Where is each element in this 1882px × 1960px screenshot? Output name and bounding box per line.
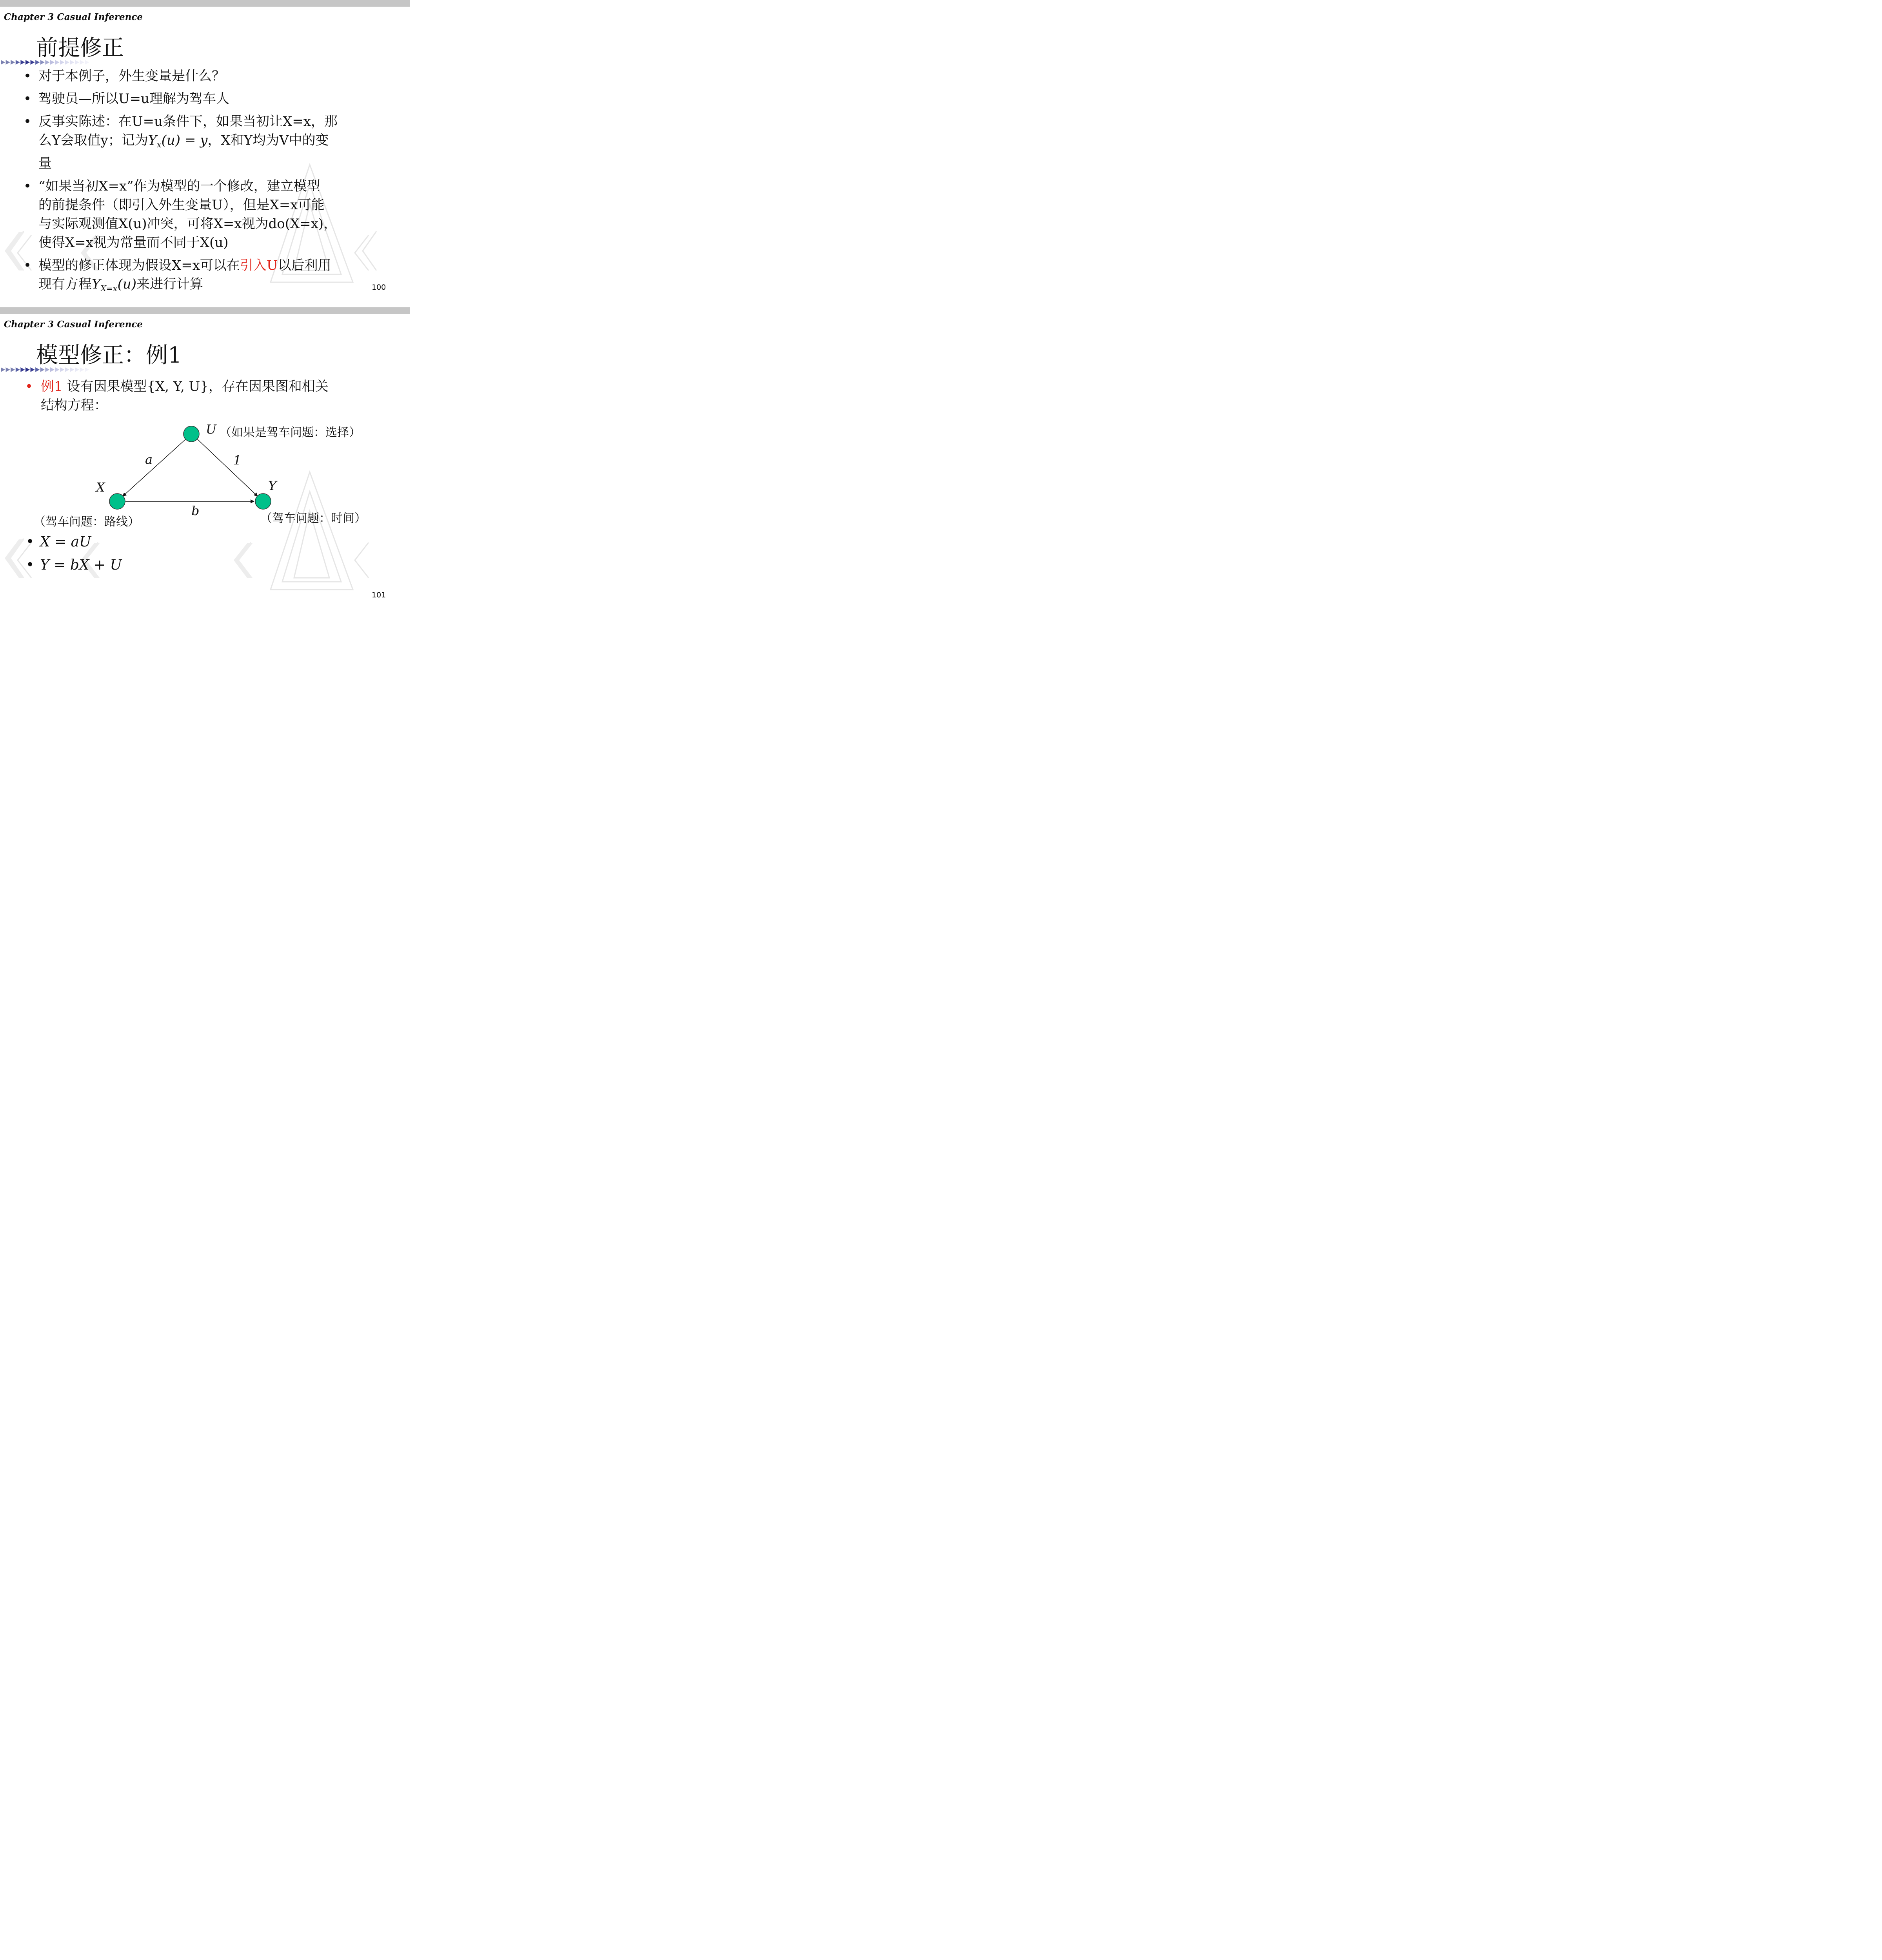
bullet-text-line: 设有因果模型{X, Y, U}，存在因果图和相关 (62, 379, 329, 394)
node-x-note: （驾车问题：路线） (34, 515, 140, 529)
slide2-chapter-header: Chapter 3 Casual Inference (4, 319, 143, 330)
divider-arrow-icon (80, 60, 84, 65)
node-u (183, 426, 199, 442)
node-u-label: U (206, 422, 216, 437)
causal-graph (0, 307, 410, 527)
bullet-text-line: 量 (38, 156, 52, 172)
node-u-note: （如果是驾车问题：选择） (220, 426, 361, 439)
divider-arrow-icon (16, 60, 20, 65)
bullet-text: 驾驶员—所以U=u理解为驾车人 (38, 91, 230, 107)
slide1-bullet-2 (24, 89, 391, 108)
formula-subscript: x (157, 140, 162, 150)
edge-u-to-y (197, 439, 258, 496)
bullet-text-line: 与实际观测值X(u)冲突，可将X=x视为do(X=x)， (38, 216, 337, 232)
bullet-text-line: 结构方程： (41, 397, 107, 413)
divider-arrow-icon (35, 60, 40, 65)
counterfactual-formula (148, 132, 208, 148)
divider-arrow-icon (31, 60, 35, 65)
edge-u-to-x (123, 439, 186, 496)
slide1-page-number: 100 (372, 283, 386, 292)
bullet-text-line: “如果当初X=x”作为模型的一个修改，建立模型 (38, 178, 320, 194)
node-y (255, 494, 271, 509)
divider-arrow-icon (55, 60, 60, 65)
bullet-text-line: 来进行计算 (136, 276, 203, 292)
node-x-label: X (96, 480, 105, 495)
divider-arrow-icon (75, 60, 79, 65)
node-y-label: Y (268, 478, 277, 493)
bullet-text-line: 现有方程 (38, 276, 92, 292)
divider-arrow-icon (60, 60, 64, 65)
slide2-page-number: 101 (372, 591, 386, 599)
bullet-text-line: ，X和Y均为V中的变 (207, 132, 329, 148)
divider-arrow-icon (20, 60, 25, 65)
divider-arrow-icon (70, 60, 74, 65)
bullet-text-line: 模型的修正体现为假设X=x可以在 (38, 258, 240, 274)
formula-main: Y (148, 132, 157, 148)
bullet-dot: • (25, 379, 33, 394)
divider-arrow-icon (85, 60, 89, 65)
divider-arrow-icon (65, 60, 69, 65)
edge-xy-label: b (191, 503, 200, 518)
node-y-note: （驾车问题：时间） (260, 512, 366, 525)
slide1-chapter-header: Chapter 3 Casual Inference (4, 12, 143, 22)
slide2-title: 模型修正：例1 (36, 343, 182, 368)
slide1-bullet-1 (24, 67, 391, 85)
equation-1 (26, 534, 91, 550)
bullet-text-line: 么Y会取值y；记为 (38, 132, 148, 148)
edge-ux-label: a (145, 452, 153, 467)
bullet-dot: • (24, 178, 32, 194)
bullet-text-line: 以后利用 (278, 258, 331, 274)
bullet-highlight: 引入U (240, 258, 278, 274)
slide1-bullet-5 (24, 256, 391, 298)
bullet-dot: • (24, 91, 32, 107)
divider-arrow-icon (40, 60, 45, 65)
bullet-text-line: 的前提条件（即引入外生变量U），但是X=x可能 (38, 197, 325, 213)
node-x (109, 494, 125, 509)
bullet-dot: • (26, 534, 35, 550)
bullet-dot: • (24, 114, 32, 129)
bullet-dot: • (26, 557, 35, 573)
slide1-title-arrow-divider (0, 59, 94, 66)
slide1-bullet-3 (24, 112, 391, 173)
slide1-bullet-4 (24, 177, 391, 252)
edge-uy-label: 1 (233, 453, 242, 468)
divider-arrow-icon (1, 60, 5, 65)
equation-2 (26, 557, 122, 573)
formula-rest: (u) = y (161, 132, 208, 148)
bullet-dot: • (24, 68, 32, 84)
bullet-text-line: 使得X=x视为常量而不同于X(u) (38, 235, 229, 251)
equation-text: Y = bX + U (40, 557, 122, 573)
bullet-dot: • (24, 258, 32, 274)
divider-arrow-icon (45, 60, 49, 65)
divider-arrow-icon (11, 60, 15, 65)
equation-text: X = aU (40, 534, 91, 550)
formula-main: Y (92, 276, 101, 292)
example-label: 例1 (41, 379, 63, 394)
divider-arrow-icon (50, 60, 54, 65)
formula-rest: (u) (117, 276, 136, 292)
divider-arrow-icon (25, 60, 30, 65)
slide1-bullet-list (24, 67, 391, 302)
formula-subscript: X=x (100, 284, 118, 294)
divider-arrow-icon (6, 60, 10, 65)
intervention-formula (92, 276, 136, 292)
bullet-text: 对于本例子，外生变量是什么？ (38, 68, 225, 84)
slide1-title: 前提修正 (36, 35, 124, 61)
bullet-text-line: 反事实陈述：在U=u条件下，如果当初让X=x，那 (38, 114, 338, 129)
